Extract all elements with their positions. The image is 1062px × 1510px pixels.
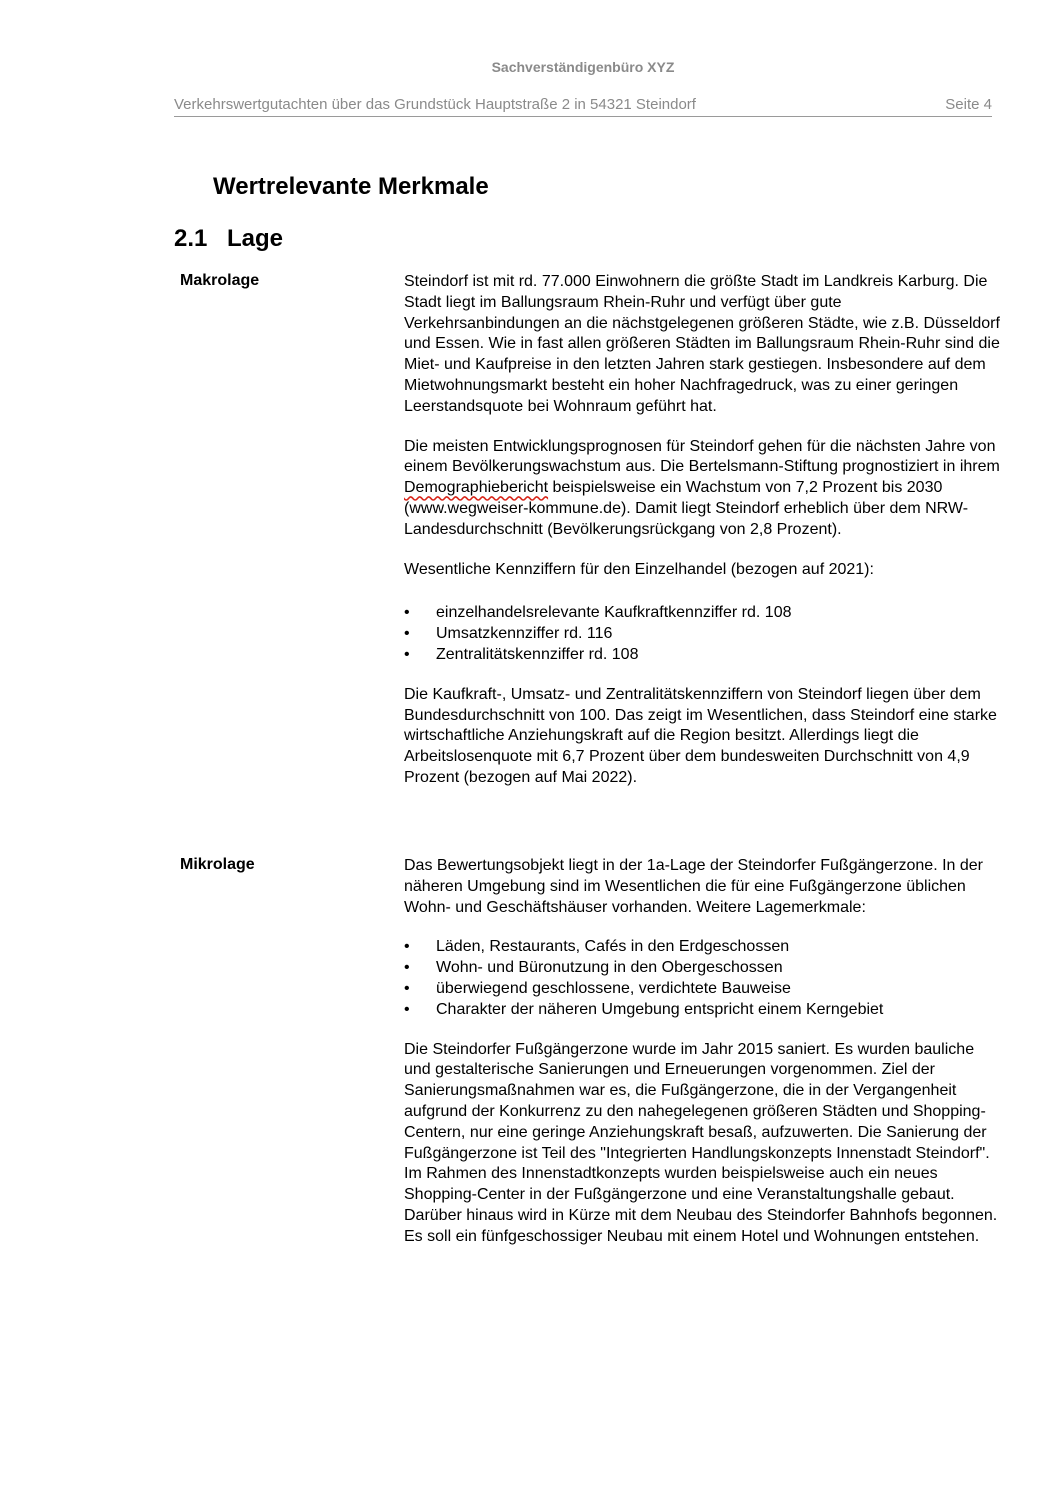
report-title: Verkehrswertgutachten über das Grundstück Hauptstraße 2 in 54321 Steindorf xyxy=(174,96,696,113)
bullet-icon: • xyxy=(404,1000,410,1018)
list-item: • einzelhandelsrelevante Kaufkraftkennziffer rd. 108 xyxy=(404,603,1000,624)
mikrolage-bullet-list xyxy=(404,937,1000,1020)
makrolage-label: Makrolage xyxy=(180,272,260,289)
list-item: • Läden, Restaurants, Cafés in den Erdgeschossen xyxy=(404,937,1000,958)
list-item: • Umsatzkennziffer rd. 116 xyxy=(404,624,1000,645)
section-title: Lage xyxy=(227,225,284,252)
makrolage-paragraph-3: Wesentliche Kennziffern für den Einzelhandel (bezogen auf 2021): xyxy=(404,560,874,578)
makrolage-paragraph-4: Die Kaufkraft-, Umsatz- und Zentralitätskennziffern von Steindorf liegen über dem Bundesdurchschnitt von 100. Das zeigt im Wesentlichen, dass Steindorf eine starke wirtschaftliche Anziehungskraft auf die Region besitzt. Allerdings liegt die Arbeitslosenquote mit 6,7 Prozent über dem bundesweiten Durchschnitt von 4,9 Prozent (bezogen auf Mai 2022). xyxy=(404,685,997,786)
mikrolage-content xyxy=(404,856,1000,1248)
list-item: • Wohn- und Büronutzung in den Obergeschossen xyxy=(404,958,1000,979)
running-header xyxy=(174,96,992,117)
company-name: Sachverständigenbüro XYZ xyxy=(491,59,675,75)
bullet-icon: • xyxy=(404,645,410,663)
list-item: • Zentralitätskennziffer rd. 108 xyxy=(404,645,1000,666)
mikrolage-paragraph-1: Das Bewertungsobjekt liegt in der 1a-Lage der Steindorfer Fußgängerzone. In der näheren Umgebung sind im Wesentlichen die für eine Fußgängerzone üblichen Wohn- und Geschäftshäuser vorhanden. Weitere Lagemerkmale: xyxy=(404,857,984,916)
makrolage-paragraph-1: Steindorf ist mit rd. 77.000 Einwohnern die größte Stadt im Landkreis Karburg. Die Stadt liegt im Ballungsraum Rhein-Ruhr und verfügt über gute Verkehrsanbindungen an die nächstgelegenen größeren Städte, wie z.B. Düsseldorf und Essen. Wie in fast allen größeren Städten im Ballungsraum Rhein-Ruhr sind die Miet- und Kaufpreise in den letzten Jahren stark gestiegen. Insbesondere auf dem Mietwohnungsmarkt besteht ein hoher Nachfragedruck, was zu einer geringen Leerstandsquote bei Wohnraum geführt hat. xyxy=(404,273,1000,415)
mikrolage-label: Mikrolage xyxy=(180,856,255,873)
section-heading xyxy=(174,225,283,253)
makrolage-content xyxy=(404,272,1000,789)
list-item: • überwiegend geschlossene, verdichtete Bauweise xyxy=(404,979,1000,1000)
makrolage-paragraph-2: Die meisten Entwicklungsprognosen für Steindorf gehen für die nächsten Jahre von einem Bevölkerungswachstum aus. Die Bertelsmann-Stiftung prognostiziert in ihrem Demographiebericht beispielsweise ein Wachstum von 7,2 Prozent bis 2030 (www.wegweiser-kommune.de). Damit liegt Steindorf erheblich über dem NRW-Landesdurchschnitt (Bevölkerungsrückgang von 2,8 Prozent). xyxy=(404,437,1000,538)
list-item: • Charakter der näheren Umgebung entspricht einem Kerngebiet xyxy=(404,1000,1000,1021)
spellcheck-word: Demographiebericht xyxy=(404,479,549,497)
chapter-title: Wertrelevante Merkmale xyxy=(213,173,489,200)
bullet-icon: • xyxy=(404,604,410,622)
bullet-icon: • xyxy=(404,625,410,643)
bullet-icon: • xyxy=(404,959,410,977)
bullet-icon: • xyxy=(404,938,410,956)
page-number: Seite 4 xyxy=(945,96,992,113)
makrolage-bullet-list xyxy=(404,603,1000,665)
bullet-icon: • xyxy=(404,979,410,997)
mikrolage-paragraph-2: Die Steindorfer Fußgängerzone wurde im Jahr 2015 saniert. Es wurden bauliche und gestalterische Sanierungen und Erneuerungen vorgenommen. Ziel der Sanierungsmaßnahmen war es, die Fußgängerzone, die in der Vergangenheit aufgrund der Konkurrenz zu den nahegelegenen größeren Städten und Shopping-Centern, nur eine geringe Anziehungskraft besaß, aufzuwerten. Die Sanierung der Fußgängerzone ist Teil des "Integrierten Handlungskonzepts Innenstadt Steindorf". Im Rahmen des Innenstadtkonzepts wurden beispielsweise auch ein neues Shopping-Center in der Fußgängerzone und eine Veranstaltungshalle gebaut. Darüber hinaus wird in Kürze mit dem Neubau des Steindorfer Bahnhofs begonnen. Es soll ein fünfgeschossiger Neubau mit einem Hotel und Wohnungen entstehen. xyxy=(404,1040,998,1245)
section-number: 2.1 xyxy=(174,225,208,252)
